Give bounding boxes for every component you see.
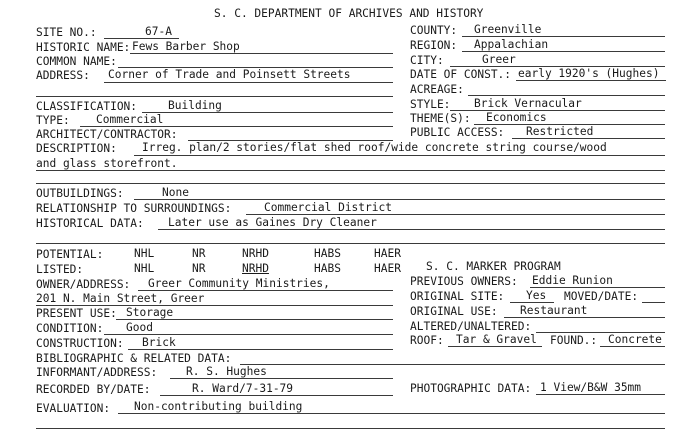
- site-no-value: 67-A: [145, 25, 172, 38]
- construction-label: CONSTRUCTION:: [36, 337, 124, 350]
- type-value: Commercial: [96, 113, 164, 126]
- date-const-rule: [516, 80, 666, 81]
- listed-nhl: NHL: [134, 262, 155, 275]
- themes-label: THEME(S):: [410, 112, 471, 125]
- informant-label: INFORMANT/ADDRESS:: [36, 366, 158, 379]
- foundation-rule: [600, 346, 665, 347]
- address-rule: [104, 82, 393, 83]
- classification-label: CLASSIFICATION:: [36, 100, 138, 113]
- listed-haer: HAER: [374, 262, 401, 275]
- outbuildings-label: OUTBUILDINGS:: [36, 187, 124, 200]
- listed-nr: NR: [192, 262, 206, 275]
- description-rule-3: [36, 183, 665, 184]
- potential-haer: HAER: [374, 247, 401, 260]
- original-use-value: Restaurant: [520, 304, 588, 317]
- previous-owners-label: PREVIOUS OWNERS:: [410, 275, 518, 288]
- address-rule-2: [36, 96, 393, 97]
- recorded-label: RECORDED BY/DATE:: [36, 383, 151, 396]
- moved-date-label: MOVED/DATE:: [564, 290, 639, 303]
- description-rule-2: [36, 170, 665, 171]
- potential-habs: HABS: [314, 247, 341, 260]
- county-label: COUNTY:: [410, 24, 458, 37]
- acreage-label: ACREAGE:: [410, 83, 464, 96]
- owner-line-1: Greer Community Ministries,: [148, 277, 330, 290]
- form-title: S. C. DEPARTMENT OF ARCHIVES AND HISTORY: [214, 7, 484, 20]
- region-label: REGION:: [410, 39, 458, 52]
- original-use-label: ORIGINAL USE:: [410, 305, 498, 318]
- evaluation-value: Non-contributing building: [134, 400, 303, 413]
- construction-rule: [128, 349, 393, 350]
- photo-data-label: PHOTOGRAPHIC DATA:: [410, 382, 532, 395]
- address-value: Corner of Trade and Poinsett Streets: [108, 68, 351, 81]
- previous-owners-rule: [530, 287, 665, 288]
- marker-program-label: S. C. MARKER PROGRAM: [426, 260, 561, 273]
- recorded-value: R. Ward/7-31-79: [192, 382, 294, 395]
- common-name-label: COMMON NAME:: [36, 55, 117, 68]
- relationship-rule: [246, 214, 665, 215]
- present-use-value: Storage: [126, 306, 174, 319]
- listed-nrhd: NRHD: [242, 262, 269, 275]
- historical-data-label: HISTORICAL DATA:: [36, 217, 144, 230]
- original-site-label: ORIGINAL SITE:: [410, 290, 505, 303]
- listed-habs: HABS: [314, 262, 341, 275]
- outbuildings-rule: [134, 199, 665, 200]
- city-label: CITY:: [410, 54, 444, 67]
- owner-rule: [138, 290, 393, 291]
- original-site-rule: [510, 302, 554, 303]
- informant-value: R. S. Hughes: [186, 365, 267, 378]
- condition-rule: [104, 334, 393, 335]
- style-value: Brick Vernacular: [474, 97, 582, 110]
- photo-data-rule: [536, 394, 665, 395]
- relationship-label: RELATIONSHIP TO SURROUNDINGS:: [36, 202, 232, 215]
- altered-label: ALTERED/UNALTERED:: [410, 320, 532, 333]
- historic-name-rule: [130, 53, 393, 54]
- bibliographic-label: BIBLIOGRAPHIC & RELATED DATA:: [36, 352, 232, 365]
- public-access-rule: [512, 138, 665, 139]
- type-rule: [80, 126, 393, 127]
- public-access-value: Restricted: [526, 125, 594, 138]
- owner-label: OWNER/ADDRESS:: [36, 278, 131, 291]
- potential-nr: NR: [192, 247, 206, 260]
- outbuildings-value: None: [162, 186, 189, 199]
- acreage-rule: [468, 95, 665, 96]
- themes-value: Economics: [486, 111, 547, 124]
- style-rule: [450, 110, 665, 111]
- description-rule: [134, 155, 665, 156]
- original-use-rule: [504, 317, 665, 318]
- classification-rule: [142, 112, 393, 113]
- county-rule: [462, 36, 665, 37]
- description-line-2: and glass storefront.: [36, 157, 178, 170]
- foundation-value: Concrete: [608, 333, 662, 346]
- recorded-rule: [160, 395, 393, 396]
- construction-value: Brick: [142, 336, 176, 349]
- bibliographic-rule: [240, 364, 665, 365]
- public-access-label: PUBLIC ACCESS:: [410, 126, 505, 139]
- evaluation-rule-2: [36, 428, 665, 429]
- present-use-rule: [116, 319, 393, 320]
- roof-rule: [448, 346, 542, 347]
- classification-value: Building: [168, 99, 222, 112]
- address-label: ADDRESS:: [36, 69, 90, 82]
- description-label: DESCRIPTION:: [36, 142, 117, 155]
- present-use-label: PRESENT USE:: [36, 307, 117, 320]
- roof-label: ROOF:: [410, 334, 444, 347]
- owner-rule-2: [36, 305, 393, 306]
- photo-data-value: 1 View/B&W 35mm: [540, 381, 642, 394]
- previous-owners-value: Eddie Runion: [532, 274, 613, 287]
- moved-date-rule: [642, 302, 665, 303]
- historical-data-rule-2: [36, 243, 665, 244]
- site-no-rule: [104, 38, 179, 39]
- evaluation-rule: [118, 413, 665, 414]
- date-const-value: early 1920's (Hughes): [518, 67, 660, 80]
- type-label: TYPE:: [36, 114, 70, 127]
- city-value: Greer: [482, 53, 516, 66]
- region-rule: [462, 51, 665, 52]
- condition-value: Good: [126, 321, 153, 334]
- potential-nrhd: NRHD: [242, 247, 269, 260]
- condition-label: CONDITION:: [36, 322, 104, 335]
- listed-label: LISTED:: [36, 263, 84, 276]
- style-label: STYLE:: [410, 98, 451, 111]
- potential-nhl: NHL: [134, 247, 155, 260]
- county-value: Greenville: [474, 23, 542, 36]
- original-site-value: Yes: [526, 289, 547, 302]
- potential-label: POTENTIAL:: [36, 248, 104, 261]
- historic-name-label: HISTORIC NAME:: [36, 41, 131, 54]
- historical-data-rule: [158, 229, 665, 230]
- site-no-label: SITE NO.:: [36, 26, 97, 39]
- informant-rule: [170, 378, 393, 379]
- owner-line-2: 201 N. Main Street, Greer: [36, 292, 205, 305]
- foundation-label: FOUND.:: [550, 334, 598, 347]
- evaluation-label: EVALUATION:: [36, 402, 111, 415]
- description-line-1: Irreg. plan/2 stories/flat shed roof/wide concrete string course/wood: [142, 141, 607, 154]
- historical-data-value: Later use as Gaines Dry Cleaner: [168, 216, 377, 229]
- architect-label: ARCHITECT/CONTRACTOR:: [36, 128, 178, 141]
- historic-name-value: Fews Barber Shop: [132, 40, 240, 53]
- date-const-label: DATE OF CONST.:: [410, 68, 512, 81]
- roof-value: Tar & Gravel: [456, 333, 537, 346]
- relationship-value: Commercial District: [264, 201, 392, 214]
- region-value: Appalachian: [474, 38, 549, 51]
